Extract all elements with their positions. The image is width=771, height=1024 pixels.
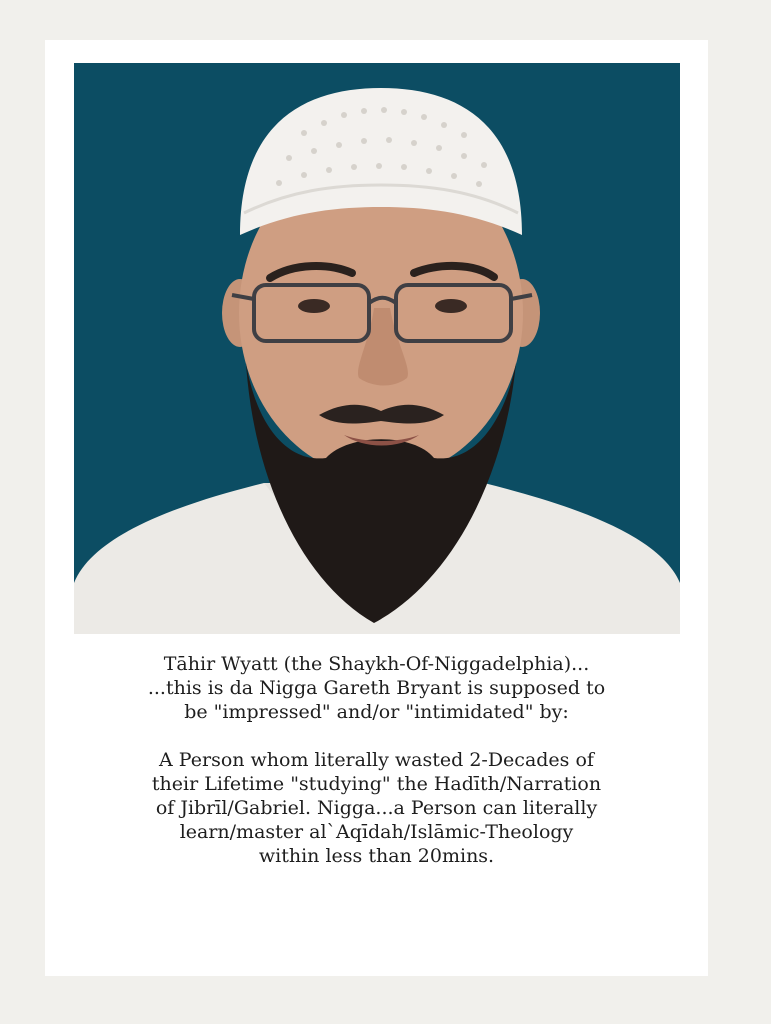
paragraph-gap <box>45 724 708 748</box>
caption-line: learn/master al`Aqīdah/Islāmic-Theology <box>179 821 574 843</box>
caption-line: A Person whom literally wasted 2-Decades of <box>159 749 594 771</box>
portrait-illustration <box>74 63 680 634</box>
portrait-photo <box>74 63 680 634</box>
caption-line: their Lifetime "studying" the Hadīth/Narration <box>151 773 602 795</box>
caption-line: be "impressed" and/or "intimidated" by: <box>184 701 569 723</box>
caption-line: ...this is da Nigga Gareth Bryant is supposed to <box>147 677 606 699</box>
caption-text <box>45 652 708 868</box>
post-card <box>45 40 708 976</box>
caption-line: of Jibrīl/Gabriel. Nigga...a Person can literally <box>155 797 598 819</box>
caption-line: within less than 20mins. <box>258 845 495 867</box>
caption-line: Tāhir Wyatt (the Shaykh-Of-Niggadelphia)... <box>163 653 590 675</box>
